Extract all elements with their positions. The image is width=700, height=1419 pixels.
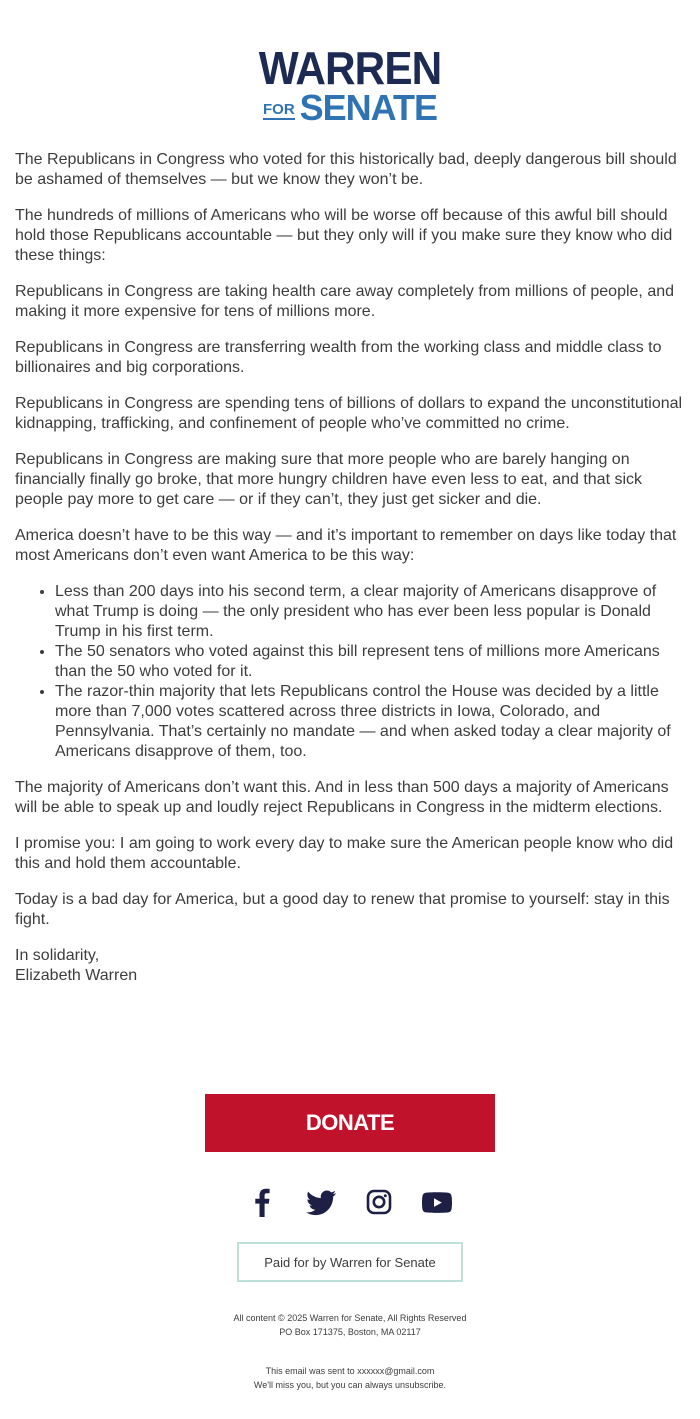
body-paragraph: America doesn’t have to be this way — and it’s important to remember on days like today that most Americans don’t even want America to be this way:	[15, 527, 677, 564]
signoff-block	[15, 946, 687, 986]
social-links	[0, 1186, 700, 1218]
body-paragraph: Republicans in Congress are making sure that more people who are barely hanging on financially finally go broke, that more hungry children have even less to eat, and that sick people pay more to get care — or if they can’t, they just get sicker and die.	[15, 451, 643, 508]
youtube-link[interactable]	[419, 1186, 455, 1218]
logo-for-text: FOR	[262, 101, 295, 118]
donate-button[interactable]: DONATE	[205, 1094, 495, 1152]
footer-legal	[0, 1311, 700, 1339]
logo-senate-text: SENATE	[299, 87, 438, 128]
instagram-icon	[361, 1186, 397, 1218]
footer-subscription	[0, 1364, 700, 1392]
facebook-icon	[245, 1186, 281, 1218]
youtube-icon	[419, 1186, 455, 1218]
body-paragraph: Today is a bad day for America, but a good day to renew that promise to yourself: stay in this fight.	[15, 891, 670, 928]
signoff-text: In solidarity,	[15, 947, 100, 964]
logo-bottom-row	[262, 87, 438, 128]
facebook-link[interactable]	[245, 1186, 281, 1218]
bullet-item: • Less than 200 days into his second term, a clear majority of Americans disapprove of what Trump is doing — the only president who has ever been less popular is Donald Trump in his first term.	[55, 582, 687, 642]
twitter-link[interactable]	[303, 1186, 339, 1218]
twitter-icon	[303, 1186, 339, 1218]
email-body	[15, 150, 687, 986]
bullet-list	[15, 582, 687, 762]
body-paragraph: Republicans in Congress are transferring wealth from the working class and middle class to billionaires and big corporations.	[15, 339, 662, 376]
unsubscribe-text[interactable]: We'll miss you, but you can always unsubscribe.	[253, 1380, 447, 1390]
copyright-text: All content © 2025 Warren for Senate, All Rights Reserved	[233, 1313, 467, 1323]
body-paragraph: The Republicans in Congress who voted for this historically bad, deeply dangerous bill should be ashamed of themselves — but we know they won’t be.	[15, 151, 677, 188]
body-paragraph: The majority of Americans don’t want this. And in less than 500 days a majority of Americans will be able to speak up and loudly reject Republicans in Congress in the midterm elections.	[15, 779, 669, 816]
signature-text: Elizabeth Warren	[15, 967, 138, 984]
paid-for-by-box: Paid for by Warren for Senate	[237, 1242, 463, 1282]
sent-to-text: This email was sent to xxxxxx@gmail.com	[265, 1366, 435, 1376]
instagram-link[interactable]	[361, 1186, 397, 1218]
body-paragraph: I promise you: I am going to work every day to make sure the American people know who did this and hold them accountable.	[15, 835, 674, 872]
bullet-item: • The razor-thin majority that lets Republicans control the House was decided by a little more than 7,000 votes scattered across three districts in Iowa, Colorado, and Pennsylvania. That’s certainly no mandate — and when asked today a clear majority of Americans disapprove of them, too.	[55, 682, 687, 762]
body-paragraph: Republicans in Congress are taking health care away completely from millions of people, and making it more expensive for tens of millions more.	[15, 283, 675, 320]
bullet-item: • The 50 senators who voted against this bill represent tens of millions more Americans than the 50 who voted for it.	[55, 642, 687, 682]
address-text: PO Box 171375, Boston, MA 02117	[279, 1327, 421, 1337]
body-paragraph: Republicans in Congress are spending tens of billions of dollars to expand the unconstitutional kidnapping, trafficking, and confinement of people who’ve committed no crime.	[15, 395, 683, 432]
warren-for-senate-logo	[0, 42, 700, 128]
body-paragraph: The hundreds of millions of Americans who will be worse off because of this awful bill should hold those Republicans accountable — but they only will if you make sure they know who did these things:	[15, 207, 673, 264]
logo-warren-text: WARREN	[258, 42, 442, 94]
